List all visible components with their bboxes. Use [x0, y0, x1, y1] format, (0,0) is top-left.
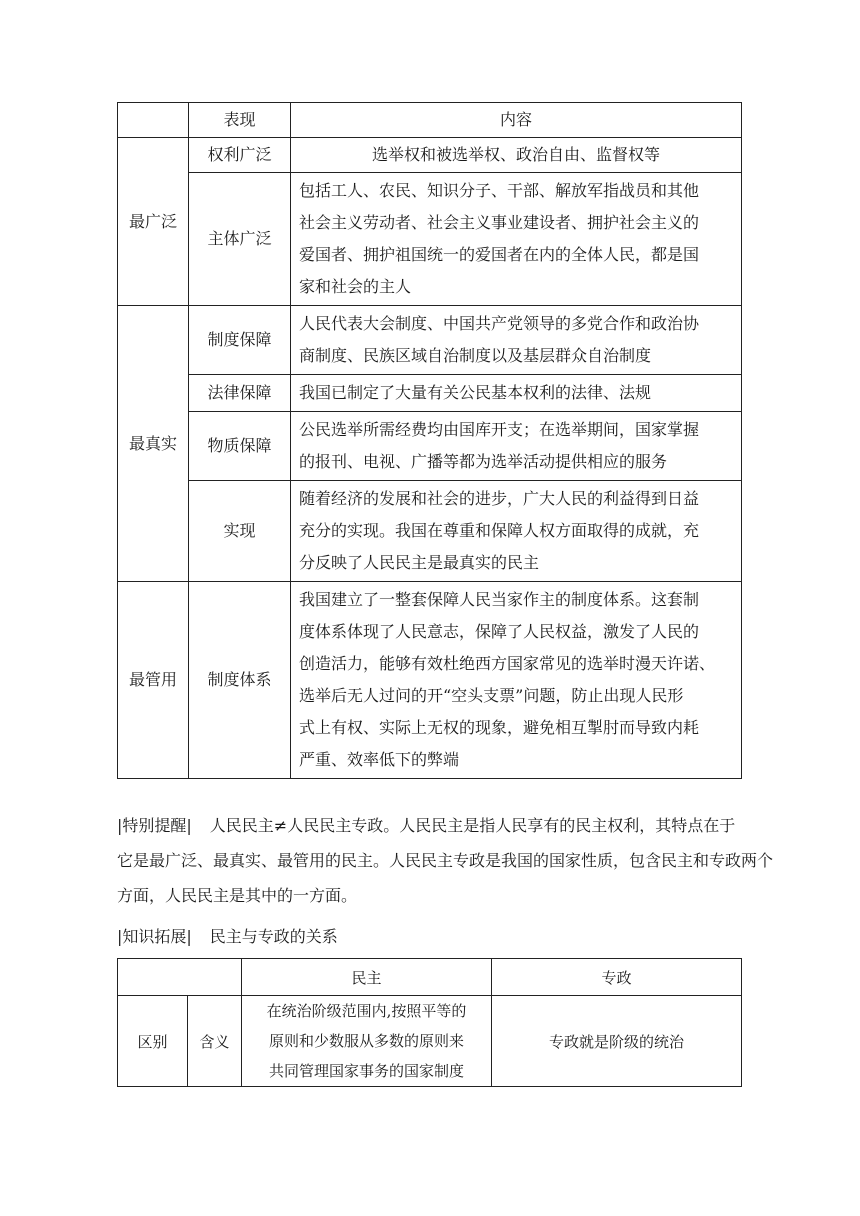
reminder-line: 它是最广泛、最真实、最管用的民主。人民民主专政是我国的国家性质，包含民主和专政两个 — [117, 851, 774, 870]
header-content: 内容 — [291, 103, 742, 138]
table-row — [118, 582, 742, 779]
content-line: 我国建立了一整套保障人民当家作主的制度体系。这套制 — [299, 590, 700, 609]
content-line: 家和社会的主人 — [299, 277, 412, 296]
table-row — [118, 375, 742, 412]
group-label-most-useful: 最管用 — [118, 582, 189, 779]
content-line: 选举后无人过问的开“空头支票”问题，防止出现人民形 — [299, 686, 684, 705]
content-line: 公民选举所需经费均由国库开支；在选举期间，国家掌握 — [299, 420, 700, 439]
aspect-cell: 法律保障 — [189, 375, 291, 412]
content-line: 随着经济的发展和社会的进步，广大人民的利益得到日益 — [299, 489, 700, 508]
content-line: 度体系体现了人民意志，保障了人民权益，激发了人民的 — [299, 622, 700, 641]
content-cell: 选举权和被选举权、政治自由、监督权等 — [291, 138, 742, 173]
category-cell: 区别 — [118, 996, 188, 1087]
reminder-line — [117, 808, 807, 843]
table-header-row — [118, 103, 742, 138]
democracy-features-table — [117, 102, 742, 779]
special-reminder — [117, 808, 807, 913]
reminder-text: 人民民主≠人民民主专政。人民民主是指人民享有的民主权利，其特点在于 — [209, 816, 736, 835]
dictatorship-definition-cell: 专政就是阶级的统治 — [492, 996, 742, 1087]
aspect-cell: 实现 — [189, 481, 291, 582]
table-row — [118, 173, 742, 306]
democracy-dictatorship-table — [117, 958, 742, 1087]
aspect-cell: 主体广泛 — [189, 173, 291, 306]
table-row — [118, 306, 742, 375]
content-line: 的报刊、电视、广播等都为选举活动提供相应的服务 — [299, 452, 668, 471]
content-line: 人民代表大会制度、中国共产党领导的多党合作和政治协 — [299, 314, 700, 333]
content-line: 式上有权、实际上无权的现象，避免相互掣肘而导致内耗 — [299, 718, 700, 737]
content-line: 分反映了人民民主是最真实的民主 — [299, 553, 540, 572]
aspect-cell: 制度保障 — [189, 306, 291, 375]
content-line: 共同管理国家事务的国家制度 — [268, 1062, 464, 1080]
table-row — [118, 138, 742, 173]
extension-tag: |知识拓展| — [117, 927, 192, 946]
group-label-widest: 最广泛 — [118, 138, 189, 306]
content-line: 严重、效率低下的弊端 — [299, 750, 460, 769]
reminder-tag: |特别提醒| — [117, 816, 192, 835]
table-row — [118, 412, 742, 481]
aspect-cell: 物质保障 — [189, 412, 291, 481]
table-header-row — [118, 959, 742, 996]
header-dictatorship: 专政 — [492, 959, 742, 996]
content-line: 商制度、民族区域自治制度以及基层群众自治制度 — [299, 346, 652, 365]
content-line: 创造活力，能够有效杜绝西方国家常见的选举时漫天许诺、 — [299, 654, 716, 673]
content-cell — [291, 481, 742, 582]
content-cell — [291, 412, 742, 481]
reminder-line: 方面，人民民主是其中的一方面。 — [117, 886, 358, 905]
aspect-cell: 含义 — [188, 996, 242, 1087]
democracy-definition-cell — [242, 996, 492, 1087]
header-blank-cell — [118, 103, 189, 138]
header-blank-cell — [118, 959, 242, 996]
aspect-cell: 制度体系 — [189, 582, 291, 779]
content-cell — [291, 582, 742, 779]
group-label-most-real: 最真实 — [118, 306, 189, 582]
content-cell: 我国已制定了大量有关公民基本权利的法律、法规 — [291, 375, 742, 412]
content-line: 社会主义劳动者、社会主义事业建设者、拥护社会主义的 — [299, 213, 700, 232]
header-democracy: 民主 — [242, 959, 492, 996]
table-row — [118, 481, 742, 582]
content-line: 在统治阶级范围内,按照平等的 — [266, 1002, 467, 1020]
content-line: 充分的实现。我国在尊重和保障人权方面取得的成就，充 — [299, 521, 700, 540]
extension-title: 民主与专政的关系 — [209, 927, 338, 946]
knowledge-extension-heading — [117, 919, 807, 954]
content-line: 包括工人、农民、知识分子、干部、解放军指战员和其他 — [299, 181, 700, 200]
aspect-cell: 权利广泛 — [189, 138, 291, 173]
header-aspect: 表现 — [189, 103, 291, 138]
content-cell — [291, 306, 742, 375]
content-cell — [291, 173, 742, 306]
table-row — [118, 996, 742, 1087]
content-line: 爱国者、拥护祖国统一的爱国者在内的全体人民，都是国 — [299, 245, 700, 264]
content-line: 原则和少数服从多数的原则来 — [268, 1032, 464, 1050]
